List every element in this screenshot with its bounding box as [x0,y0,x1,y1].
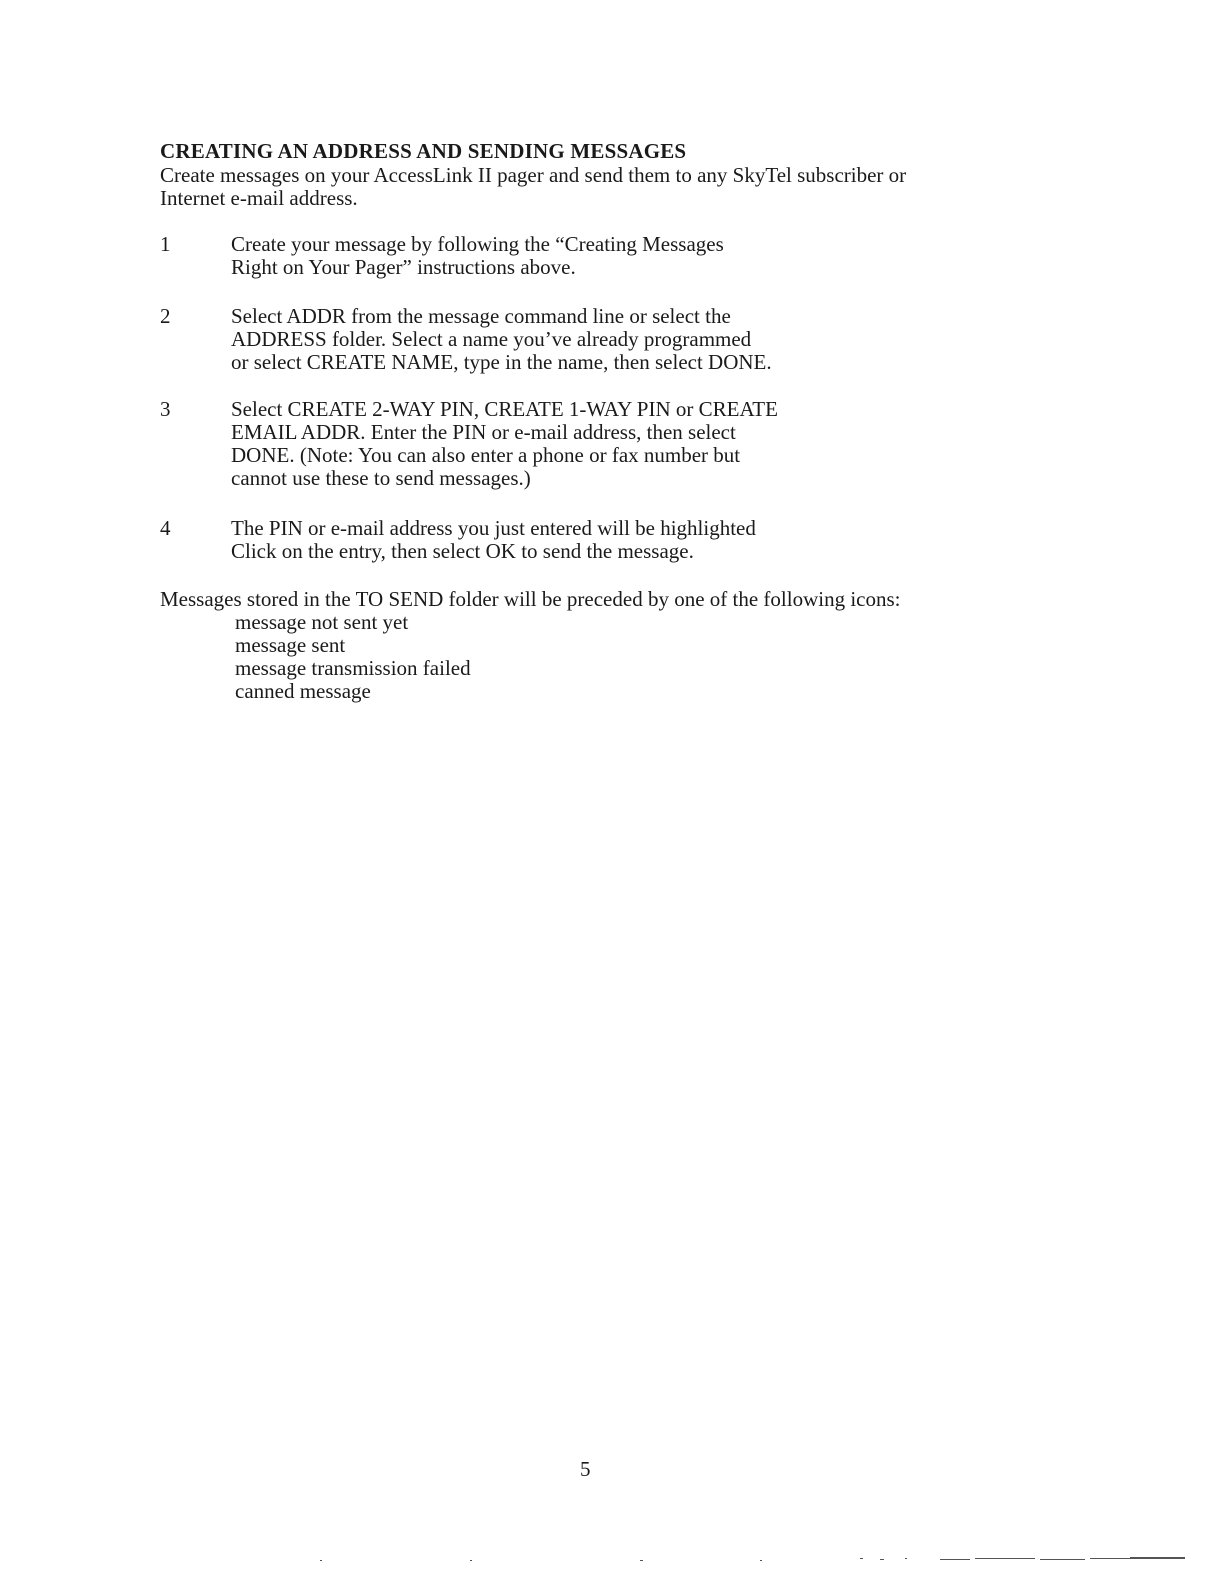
step-number: 2 [160,304,171,328]
step-number: 3 [160,397,171,421]
icon-legend-item: message transmission failed [235,656,471,680]
icon-legend-list [235,611,471,703]
step-text [231,517,931,563]
section-heading: CREATING AN ADDRESS AND SENDING MESSAGES [160,139,687,163]
step-line: or select CREATE NAME, type in the name, then select DONE. [231,350,772,374]
icon-legend-item: message not sent yet [235,610,409,634]
step-number: 4 [160,516,171,540]
step-line: DONE. (Note: You can also enter a phone or fax number but [231,443,741,467]
icon-legend-item: message sent [235,633,346,657]
step-text [231,305,931,374]
step-line: The PIN or e-mail address you just entered will be highlighted [231,516,756,540]
step-line: Right on Your Pager” instructions above. [231,255,576,279]
intro-paragraph [160,164,1060,210]
scan-artifact-line [0,1550,1224,1570]
step-text [231,233,931,279]
intro-line: Create messages on your AccessLink II pager and send them to any SkyTel subscriber or [160,163,907,187]
step-line: Select CREATE 2-WAY PIN, CREATE 1-WAY PIN or CREATE [231,397,778,421]
step-line: ADDRESS folder. Select a name you’ve already programmed [231,327,752,351]
icon-legend-item: canned message [235,679,371,703]
icons-intro-text: Messages stored in the TO SEND folder will be preceded by one of the following icons: [160,587,901,611]
step-line: Select ADDR from the message command line or select the [231,304,731,328]
step-line: cannot use these to send messages.) [231,466,531,490]
step-line: Click on the entry, then select OK to send the message. [231,539,694,563]
intro-line: Internet e-mail address. [160,186,358,210]
step-text [231,398,931,490]
step-line: Create your message by following the “Creating Messages [231,232,724,256]
step-line: EMAIL ADDR. Enter the PIN or e-mail address, then select [231,420,736,444]
page-number: 5 [580,1457,591,1481]
step-number: 1 [160,232,171,256]
